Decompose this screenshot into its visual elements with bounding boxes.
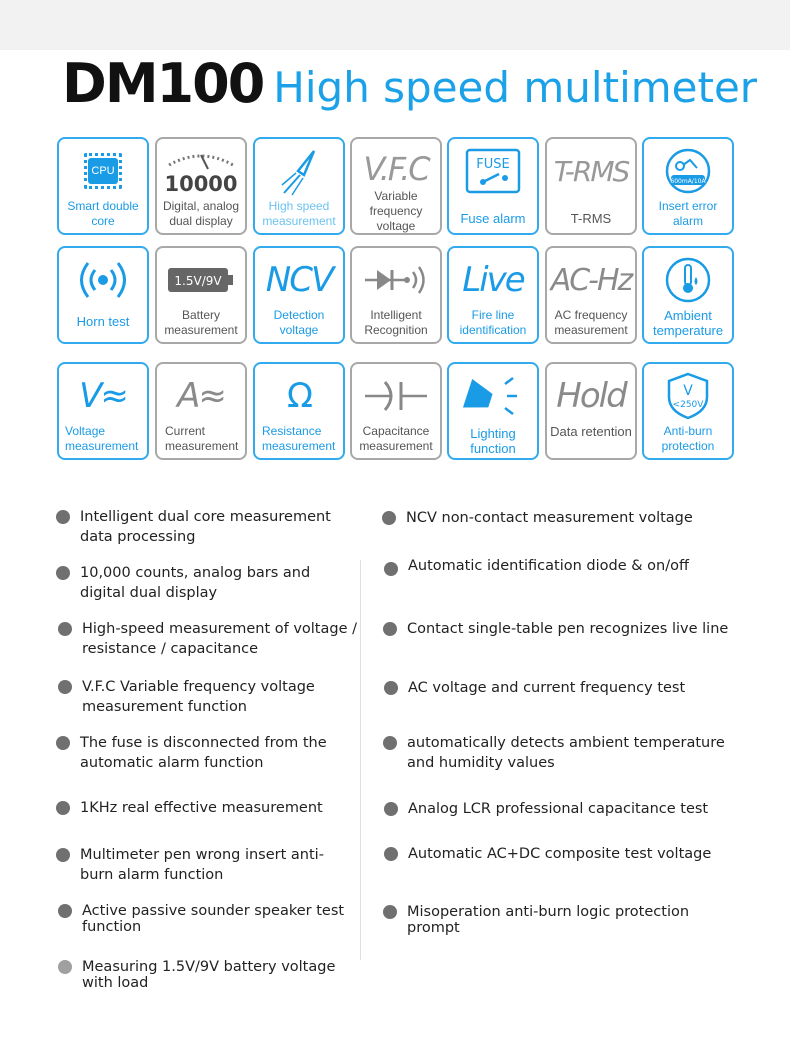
cpu-icon: CPU [59, 145, 147, 197]
ac-hz-icon: AC-Hz [550, 262, 632, 298]
feature-item-left-4: V.F.C Variable frequency voltage measurement function [82, 677, 352, 717]
feature-item-right-4: AC voltage and current frequency test [408, 678, 738, 698]
feature-card-anti-burn [642, 362, 734, 460]
feature-item-right-6: Analog LCR professional capacitance test [408, 799, 738, 819]
shield-icon [644, 370, 732, 422]
card-label: Variable frequency voltage [369, 189, 423, 233]
feature-item-left-1: Intelligent dual core measurement data processing [80, 507, 350, 547]
rocket-icon [255, 145, 343, 197]
fuse-text: FUSE [476, 157, 510, 172]
bullet-icon [384, 802, 398, 816]
card-label: Smart double core [67, 199, 139, 228]
bullet-icon [58, 960, 72, 974]
card-label: Anti-burn protection [661, 424, 715, 453]
feature-card-trms [545, 137, 637, 235]
feature-item-left-7: Multimeter pen wrong insert anti-burn alarm function [80, 845, 350, 885]
thermometer-icon [644, 254, 732, 306]
feature-card-live-line [447, 246, 539, 344]
top-bar [0, 0, 790, 50]
feature-item-left-5: The fuse is disconnected from the automatic alarm function [80, 733, 350, 773]
capacitor-icon [352, 370, 440, 422]
subtitle: High speed multimeter [273, 63, 758, 112]
battery-icon [157, 254, 245, 306]
feature-card-vfc [350, 137, 442, 235]
feature-card-dual-display [155, 137, 247, 235]
bullet-icon [383, 736, 397, 750]
bullet-icon [58, 622, 72, 636]
bullet-icon [56, 736, 70, 750]
feature-item-right-2: Automatic identification diode & on/off [408, 556, 738, 576]
feature-item-right-5: automatically detects ambient temperature and humidity values [407, 733, 737, 773]
feature-item-left-2: 10,000 counts, analog bars and digital dual display [80, 563, 350, 603]
bullet-icon [58, 904, 72, 918]
flashlight-icon [449, 370, 537, 422]
page-title [62, 52, 757, 122]
svg-text:V: V [683, 383, 693, 399]
card-label: Data retention [550, 424, 632, 439]
feature-card-hold [545, 362, 637, 460]
card-label: AC frequency measurement [554, 308, 628, 337]
bullet-icon [56, 848, 70, 862]
feature-item-right-7: Automatic AC+DC composite test voltage [408, 844, 738, 864]
horn-icon [59, 254, 147, 306]
bullet-icon [382, 511, 396, 525]
feature-card-recognition [350, 246, 442, 344]
ncv-icon: NCV [265, 260, 333, 300]
feature-item-left-3: High-speed measurement of voltage / resistance / capacitance [82, 619, 357, 659]
bullet-icon [384, 562, 398, 576]
diode-icon [352, 254, 440, 306]
card-label: Fire line identification [459, 308, 527, 337]
feature-item-left-6: 1KHz real effective measurement [80, 798, 350, 818]
card-label: Voltage measurement [65, 424, 139, 453]
column-divider [360, 560, 361, 960]
display-digits: 10000 [164, 172, 238, 195]
card-label: High speed measurement [262, 199, 336, 228]
model-name: DM100 [62, 52, 264, 115]
bullet-icon [56, 801, 70, 815]
feature-card-capacitance [350, 362, 442, 460]
battery-text: 1.5V/9V [174, 274, 222, 288]
bullet-icon [56, 510, 70, 524]
probe-alarm-icon [644, 145, 732, 197]
feature-card-ac-frequency [545, 246, 637, 344]
card-label: Digital, analog dual display [162, 199, 240, 228]
card-label: Lighting function [470, 426, 516, 456]
feature-card-horn-test [57, 246, 149, 344]
card-label: T-RMS [570, 211, 612, 226]
live-icon: Live [462, 260, 524, 300]
voltage-limit-text: <250V [672, 400, 704, 410]
feature-card-ambient-temp [642, 246, 734, 344]
bullet-icon [384, 681, 398, 695]
bullet-icon [384, 847, 398, 861]
vfc-icon: V.F.C [363, 150, 429, 188]
feature-item-right-1: NCV non-contact measurement voltage [406, 508, 736, 528]
ohm-icon: Ω [287, 376, 311, 416]
trms-icon: T-RMS [553, 154, 629, 188]
voltage-icon: V≈ [79, 376, 127, 416]
analog-display-icon [157, 145, 245, 197]
feature-card-high-speed [253, 137, 345, 235]
feature-card-smart-core [57, 137, 149, 235]
feature-item-left-9: Measuring 1.5V/9V battery voltage with load [82, 959, 357, 991]
feature-card-insert-error [642, 137, 734, 235]
bullet-icon [383, 905, 397, 919]
feature-card-battery [155, 246, 247, 344]
bullet-icon [383, 622, 397, 636]
hold-icon: Hold [556, 376, 626, 416]
card-label: Detection voltage [273, 308, 325, 337]
card-label: Fuse alarm [460, 211, 526, 226]
card-label: Resistance measurement [262, 424, 336, 453]
card-label: Insert error alarm [658, 199, 718, 228]
bullet-icon [58, 680, 72, 694]
fuse-icon [449, 145, 537, 197]
feature-card-current [155, 362, 247, 460]
card-label: Capacitance measurement [359, 424, 433, 453]
bullet-icon [56, 566, 70, 580]
feature-item-left-8: Active passive sounder speaker test function [82, 903, 352, 935]
card-label: Ambient temperature [652, 308, 724, 338]
card-label: Current measurement [165, 424, 239, 453]
current-icon: A≈ [177, 376, 225, 416]
card-label: Horn test [76, 314, 130, 329]
feature-card-lighting [447, 362, 539, 460]
feature-item-right-3: Contact single-table pen recognizes live line [407, 619, 737, 639]
card-label: Intelligent Recognition [364, 308, 428, 337]
feature-card-fuse-alarm [447, 137, 539, 235]
card-label: Battery measurement [164, 308, 238, 337]
feature-card-resistance [253, 362, 345, 460]
rating-text: 600mA/10A [670, 178, 706, 185]
feature-card-ncv [253, 246, 345, 344]
feature-item-right-8: Misoperation anti-burn logic protection prompt [407, 904, 737, 936]
feature-card-voltage [57, 362, 149, 460]
